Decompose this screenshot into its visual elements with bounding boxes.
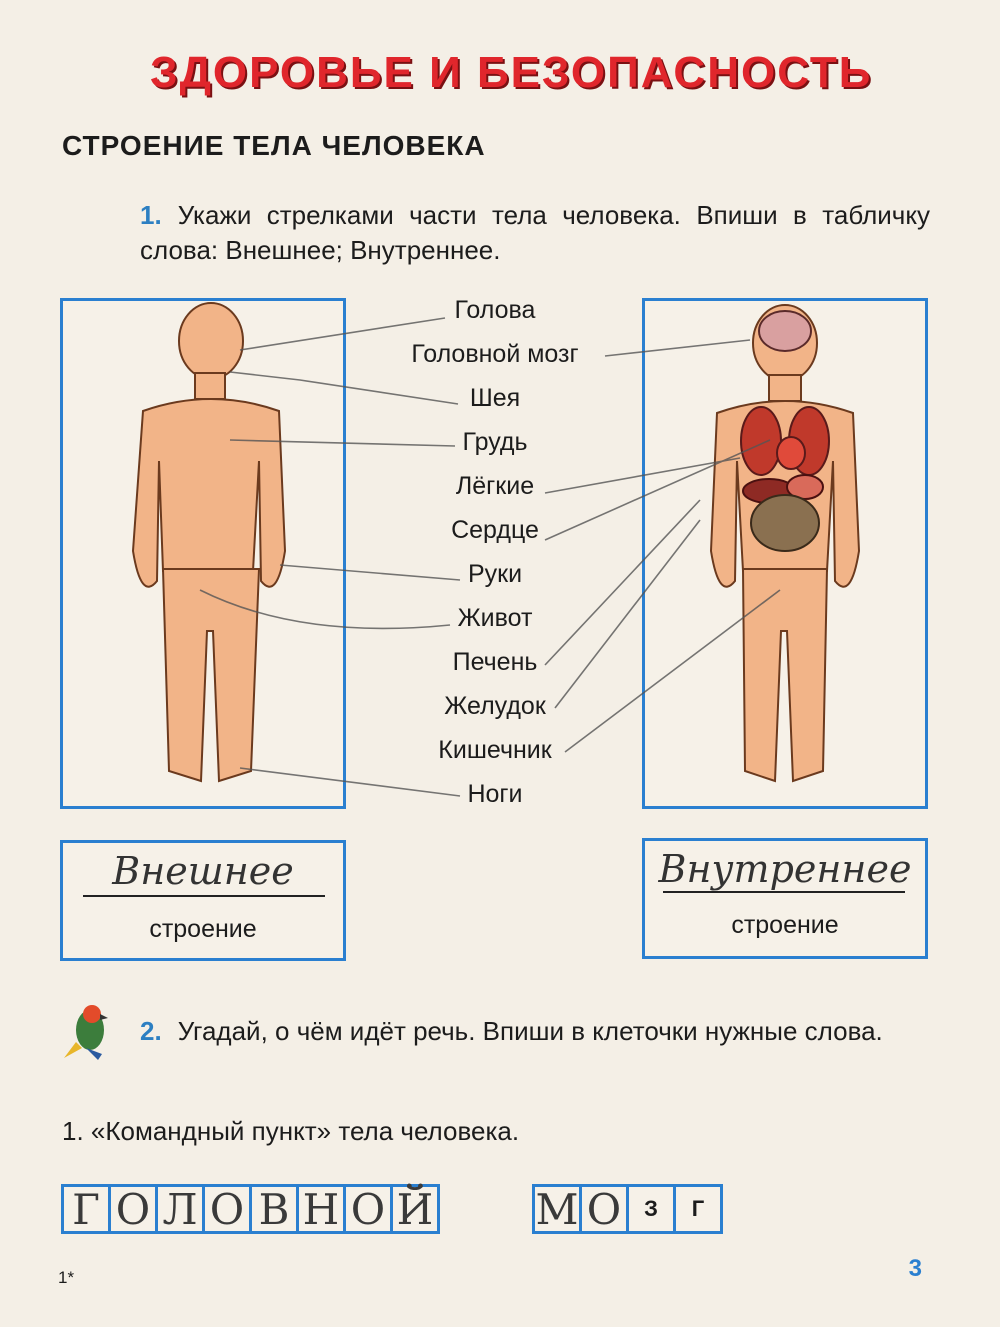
- task-1-number: 1.: [140, 200, 162, 230]
- label-lungs: Лёгкие: [455, 472, 535, 500]
- handwritten-answer-external: Внешнее: [112, 849, 294, 893]
- letter-cell[interactable]: О: [202, 1184, 252, 1234]
- parrot-icon: [58, 1002, 118, 1064]
- arrow-intestine: [565, 590, 780, 752]
- answer-box-external[interactable]: [60, 840, 346, 961]
- label-arms: Руки: [467, 560, 523, 588]
- label-neck: Шея: [469, 384, 521, 412]
- arrow-head: [240, 318, 445, 350]
- label-heart: Сердце: [451, 516, 539, 544]
- answer-caption-internal: строение: [731, 911, 839, 939]
- letter-cell[interactable]: Г: [61, 1184, 111, 1234]
- task-2: [140, 1014, 930, 1049]
- letter-cell[interactable]: Н: [296, 1184, 346, 1234]
- arrow-arms: [280, 565, 460, 580]
- label-brain: Головной мозг: [411, 340, 579, 368]
- label-chest: Грудь: [462, 428, 528, 456]
- arrow-liver: [545, 500, 700, 665]
- arrow-belly: [200, 590, 450, 628]
- label-liver: Печень: [452, 648, 538, 676]
- page-number: 3: [908, 1255, 922, 1282]
- label-belly: Живот: [457, 604, 533, 632]
- letter-cell[interactable]: Й: [390, 1184, 440, 1234]
- answer-caption-external: строение: [149, 915, 257, 943]
- answer-box-internal[interactable]: [642, 838, 928, 959]
- arrow-chest: [230, 440, 455, 446]
- label-stomach: Желудок: [444, 692, 546, 720]
- arrow-legs: [240, 768, 460, 796]
- letter-cell[interactable]: В: [249, 1184, 299, 1234]
- page-header: ЗДОРОВЬЕ И БЕЗОПАСНОСТЬ: [150, 48, 873, 97]
- label-head: Голова: [454, 296, 536, 324]
- letter-cell[interactable]: Л: [155, 1184, 205, 1234]
- answer-cells-word-2[interactable]: [535, 1184, 723, 1234]
- arrow-heart: [545, 440, 770, 540]
- question-1: 1. «Командный пункт» тела человека.: [62, 1116, 520, 1146]
- answer-cells-word-1[interactable]: [64, 1184, 440, 1234]
- footer-mark: 1*: [58, 1268, 75, 1287]
- letter-cell[interactable]: О: [108, 1184, 158, 1234]
- letter-cell[interactable]: З: [626, 1184, 676, 1234]
- arrow-neck: [230, 372, 458, 404]
- answer-line: [83, 895, 325, 897]
- task-2-text: Угадай, о чём идёт речь. Впиши в клеточки нужные слова.: [177, 1016, 883, 1046]
- letter-cell[interactable]: М: [532, 1184, 582, 1234]
- section-title: СТРОЕНИЕ ТЕЛА ЧЕЛОВЕКА: [62, 130, 486, 161]
- letter-cell[interactable]: Г: [673, 1184, 723, 1234]
- arrow-lungs: [545, 458, 740, 493]
- label-intestine: Кишечник: [438, 736, 552, 764]
- arrow-brain: [605, 340, 750, 356]
- task-2-number: 2.: [140, 1016, 162, 1046]
- task-1-text: Укажи стрелками части тела человека. Впиши в табличку слова: Внешнее; Внутреннее.: [140, 200, 930, 265]
- arrow-stomach: [555, 520, 700, 708]
- letter-cell[interactable]: О: [579, 1184, 629, 1234]
- label-legs: Ноги: [467, 780, 523, 808]
- answer-line: [663, 891, 905, 893]
- letter-cell[interactable]: О: [343, 1184, 393, 1234]
- handwritten-answer-internal: Внутреннее: [658, 847, 912, 891]
